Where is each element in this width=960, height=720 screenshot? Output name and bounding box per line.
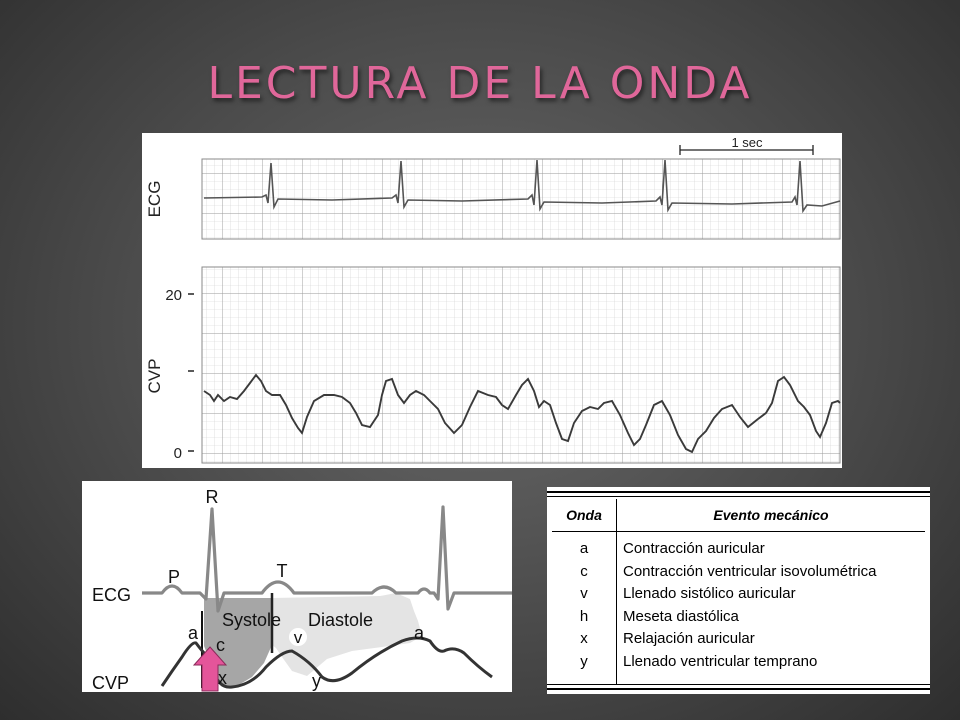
header-evento: Evento mecánico xyxy=(617,499,926,532)
table-row xyxy=(552,561,925,584)
scale-bar-label: 1 sec xyxy=(731,135,763,150)
cell-evento: Llenado ventricular temprano xyxy=(623,652,818,670)
wave-table-panel xyxy=(547,487,930,694)
cell-onda: v xyxy=(552,583,617,606)
table-row xyxy=(552,583,925,606)
cell-evento: Llenado sistólico auricular xyxy=(623,585,796,602)
scale-bar xyxy=(680,135,813,155)
slide-title: LECTURA DE LA ONDA xyxy=(207,58,753,109)
cvp-tick-20: 20 xyxy=(165,287,182,304)
cell-onda: y xyxy=(552,651,617,674)
table-row xyxy=(552,651,925,674)
diagram-ecg-trace xyxy=(142,507,512,611)
cell-evento: Meseta diastólica xyxy=(623,607,739,625)
label-p-wave: P xyxy=(167,567,181,587)
label-x-descent: x xyxy=(218,668,227,688)
table-bottom-rule xyxy=(547,684,930,690)
label-c-wave: c xyxy=(216,635,225,655)
table-row xyxy=(552,538,925,561)
table-top-rule xyxy=(547,491,930,497)
cell-onda: h xyxy=(552,606,617,629)
diagram-svg xyxy=(82,481,512,692)
cell-onda: a xyxy=(552,538,617,561)
header-onda: Onda xyxy=(552,499,617,532)
cell-evento: Contracción ventricular isovolumétrica xyxy=(623,562,877,580)
ecg-axis-label: ECG xyxy=(145,180,164,218)
label-v-wave: v xyxy=(293,628,303,647)
cvp-axis-label: CVP xyxy=(145,358,164,394)
label-r-wave: R xyxy=(205,487,219,507)
wave-event-table xyxy=(552,499,925,685)
label-a-wave: a xyxy=(188,623,199,643)
label-diastole: Diastole xyxy=(308,610,374,630)
label-ecg: ECG xyxy=(92,585,132,605)
label-y-descent: y xyxy=(312,671,321,691)
cardiac-cycle-diagram xyxy=(82,481,512,692)
cell-evento: Relajación auricular xyxy=(623,630,755,647)
cell-onda: x xyxy=(552,628,617,651)
cvp-tick-0: 0 xyxy=(173,445,182,462)
cvp-grid xyxy=(202,267,840,463)
cell-evento: Contracción auricular xyxy=(623,540,765,557)
cell-onda: c xyxy=(552,561,617,584)
table-row xyxy=(552,606,925,629)
table-row xyxy=(552,628,925,651)
label-t-wave: T xyxy=(276,561,288,581)
table-header-row xyxy=(552,499,925,532)
label-cvp: CVP xyxy=(92,673,130,692)
label-a-wave-2: a xyxy=(414,623,425,643)
tracing-svg xyxy=(142,133,842,468)
label-systole: Systole xyxy=(222,610,282,630)
ecg-cvp-tracing-panel xyxy=(142,133,842,468)
